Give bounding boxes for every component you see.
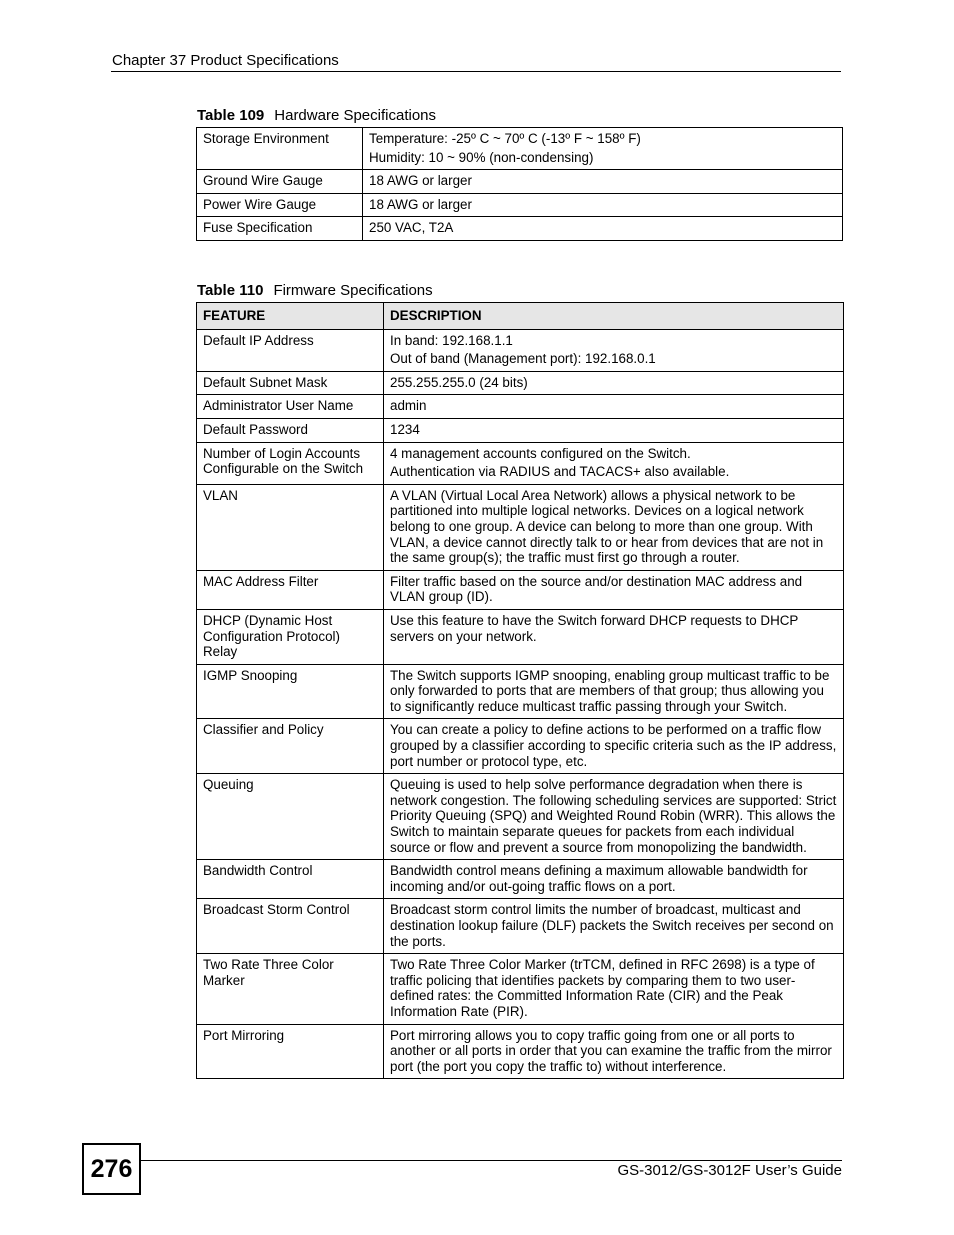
description-line: A VLAN (Virtual Local Area Network) allows a physical network to be partitioned into multiple logical networks. Devices on a logical network belong to one group. A device can belong to more than one group. With VLAN, a device cannot directly talk to or hear from devices that are not in the same group(s); the traffic must first go through a router.	[390, 487, 824, 566]
description-cell	[384, 609, 844, 664]
table-row	[197, 899, 844, 954]
feature-column-header: FEATURE	[197, 303, 384, 330]
table-109-number: Table 109	[197, 107, 265, 124]
table-row	[197, 609, 844, 664]
table-row	[197, 860, 844, 899]
table-110-title: Firmware Specifications	[273, 282, 433, 299]
table-109-title: Hardware Specifications	[274, 107, 437, 124]
description-cell	[384, 774, 844, 860]
description-line: Authentication via RADIUS and TACACS+ also available.	[390, 464, 730, 480]
table-row	[197, 395, 844, 419]
description-line: Two Rate Three Color Marker (trTCM, defined in RFC 2698) is a type of traffic policing that identifies packets by comparing them to two user-defined rates: the Committed Information Rate (CIR) and the Peak Information Rate (PIR).	[390, 957, 815, 1019]
feature-cell: Queuing	[197, 774, 384, 860]
description-line: 1234	[390, 421, 420, 437]
feature-cell: Broadcast Storm Control	[197, 899, 384, 954]
table-row	[197, 664, 844, 719]
feature-cell: Default Password	[197, 418, 384, 442]
feature-cell: Classifier and Policy	[197, 719, 384, 774]
feature-cell: Default IP Address	[197, 329, 384, 371]
feature-cell: Administrator User Name	[197, 395, 384, 419]
feature-cell: IGMP Snooping	[197, 664, 384, 719]
description-line: Queuing is used to help solve performance degradation when there is network congestion. The following scheduling services are supported: Strict Priority Queuing (SPQ) and Weighted Round Robin (WRR). This allows the Switch to maintain separate queues for packets from each individual source or flow and prevent a source from monopolizing the bandwidth.	[390, 777, 837, 855]
description-cell	[384, 442, 844, 484]
description-cell	[384, 899, 844, 954]
feature-cell: DHCP (Dynamic Host Configuration Protocol) Relay	[197, 609, 384, 664]
description-cell	[384, 954, 844, 1024]
feature-cell: Number of Login Accounts Configurable on the Switch	[197, 442, 384, 484]
description-line: You can create a policy to define actions to be performed on a traffic flow grouped by a classifier according to specific criteria such as the IP address, port number or protocol type, etc.	[390, 722, 837, 769]
table-header-row	[197, 303, 844, 330]
description-line: Use this feature to have the Switch forward DHCP requests to DHCP servers on your network.	[390, 612, 799, 644]
description-line: The Switch supports IGMP snooping, enabling group multicast traffic to be only forwarded to ports that are members of that group; thus allowing you to significantly reduce multicast traffic passing through your Switch.	[390, 667, 830, 714]
description-cell	[363, 170, 843, 194]
description-line: admin	[390, 398, 427, 414]
table-row	[197, 484, 844, 570]
feature-cell: Fuse Specification	[197, 217, 363, 241]
description-line: In band: 192.168.1.1	[390, 332, 513, 348]
table-row	[197, 128, 843, 170]
table-row	[197, 1024, 844, 1079]
description-line: 250 VAC, T2A	[369, 220, 454, 236]
header-divider	[111, 71, 841, 72]
description-line: Temperature: -25º C ~ 70º C (-13º F ~ 158º F)	[369, 131, 641, 146]
feature-cell: Two Rate Three Color Marker	[197, 954, 384, 1024]
table-row	[197, 329, 844, 371]
description-line: 18 AWG or larger	[369, 196, 472, 212]
description-cell	[363, 128, 843, 170]
description-cell	[363, 193, 843, 217]
chapter-heading: Chapter 37 Product Specifications	[112, 52, 339, 69]
description-cell	[384, 860, 844, 899]
table-row	[197, 954, 844, 1024]
description-cell	[384, 371, 844, 395]
description-column-header: DESCRIPTION	[384, 303, 844, 330]
description-cell	[384, 1024, 844, 1079]
table-110-number: Table 110	[197, 282, 264, 299]
feature-cell: Port Mirroring	[197, 1024, 384, 1079]
table-row	[197, 193, 843, 217]
description-cell	[384, 329, 844, 371]
table-row	[197, 442, 844, 484]
table-row	[197, 418, 844, 442]
description-cell	[363, 217, 843, 241]
firmware-specifications-table	[196, 302, 844, 1079]
feature-cell: Storage Environment	[197, 128, 363, 170]
feature-cell: Bandwidth Control	[197, 860, 384, 899]
description-line: Broadcast storm control limits the number of broadcast, multicast and destination lookup failure (DLF) packets the Switch receives per second on the ports.	[390, 902, 834, 949]
table-row	[197, 719, 844, 774]
page-number: 276	[82, 1143, 141, 1195]
table-109-caption	[197, 107, 436, 124]
description-line: Bandwidth control means defining a maximum allowable bandwidth for incoming and/or out-going traffic flows on a port.	[390, 863, 808, 894]
description-cell	[384, 395, 844, 419]
description-cell	[384, 570, 844, 609]
feature-cell: Ground Wire Gauge	[197, 170, 363, 194]
description-line: Filter traffic based on the source and/or destination MAC address and VLAN group (ID).	[390, 573, 803, 605]
description-line: 255.255.255.0 (24 bits)	[390, 374, 528, 390]
feature-cell: Power Wire Gauge	[197, 193, 363, 217]
description-cell	[384, 484, 844, 570]
table-110-caption	[197, 282, 433, 299]
table-row	[197, 570, 844, 609]
description-cell	[384, 418, 844, 442]
footer-divider	[139, 1160, 842, 1161]
hardware-specifications-table	[196, 127, 843, 241]
description-line: Port mirroring allows you to copy traffic going from one or all ports to another or all ports in order that you can examine the traffic from the mirror port (the port you copy the traffic to) without interference.	[390, 1027, 832, 1074]
description-line: Humidity: 10 ~ 90% (non-condensing)	[369, 149, 594, 165]
guide-title: GS-3012/GS-3012F User’s Guide	[617, 1162, 842, 1179]
table-row	[197, 217, 843, 241]
description-cell	[384, 719, 844, 774]
table-row	[197, 170, 843, 194]
table-row	[197, 371, 844, 395]
description-line: Out of band (Management port): 192.168.0.1	[390, 351, 656, 367]
description-cell	[384, 664, 844, 719]
feature-cell: Default Subnet Mask	[197, 371, 384, 395]
feature-cell: VLAN	[197, 484, 384, 570]
table-row	[197, 774, 844, 860]
description-line: 4 management accounts configured on the Switch.	[390, 445, 691, 461]
feature-cell: MAC Address Filter	[197, 570, 384, 609]
description-line: 18 AWG or larger	[369, 173, 472, 189]
